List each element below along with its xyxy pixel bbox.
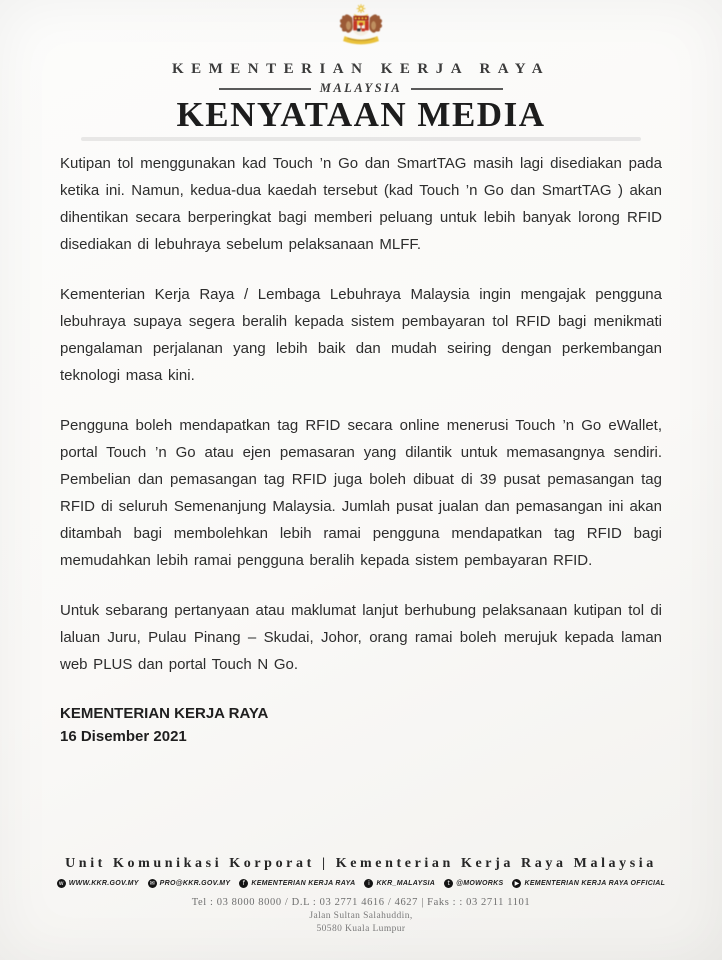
divider-rule-left (219, 88, 311, 90)
footer-unit-line: Unit Komunikasi Korporat | Kementerian Kerja Raya Malaysia (65, 856, 657, 871)
paragraph-rfid-purchase: Pengguna boleh mendapatkan tag RFID secara online menerusi Touch ’n Go eWallet, portal Touch ’n Go atau ejen pemasaran yang dilantik untuk memasangnya sendiri. Pembelian dan pemasangan tag RFID juga boleh dibuat di 39 pusat pemasangan tag RFID di seluruh Semenanjung Malaysia. Jumlah pusat jualan dan pemasangan ini akan ditambah bagi membolehkan lebih ramai pengguna mendapatkan tag RFID bagi memudahkan lebih ramai pengguna beralih kepada sistem pembayaran RFID. (60, 416, 662, 569)
address-line-1: Jalan Sultan Salahuddin, (309, 911, 413, 921)
letterhead-footer (0, 856, 722, 934)
paragraph-toll-collection: Kutipan tol menggunakan kad Touch ’n Go dan SmartTAG masih lagi disediakan pada ketika ini. Namun, kedua-dua kaedah tersebut (kad Touch ’n Go dan SmartTAG ) akan dihentikan secara berperingkat bagi memberi peluang untuk lebih banyak lorong RFID disediakan di lebuhraya sebelum pelaksanaan MLFF. (60, 154, 662, 253)
malaysia-divider (0, 81, 722, 96)
letterhead (0, 0, 722, 141)
paragraph-rfid-invitation: Kementerian Kerja Raya / Lembaga Lebuhraya Malaysia ingin mengajak pengguna lebuhraya supaya segera beralih kepada sistem pembayaran tol RFID bagi menikmati pengalaman perjalanan yang lebih baik dan mudah seiring dengan perkembangan teknologi masa kini. (60, 285, 662, 384)
social-label: KEMENTERIAN KERJA RAYA OFFICIAL (524, 880, 666, 887)
signoff-date: 16 Disember 2021 (60, 727, 187, 745)
email-icon: ✉ (149, 879, 155, 887)
country-name: MALAYSIA (319, 81, 403, 95)
signoff-block (60, 702, 662, 748)
twitter-icon: t (444, 879, 453, 888)
malaysia-coat-of-arms-icon (332, 3, 390, 50)
social-item-email (148, 879, 231, 888)
social-item-facebook (239, 879, 355, 888)
social-label: WWW.KKR.GOV.MY (68, 880, 139, 887)
social-label: PRO@KKR.GOV.MY (159, 880, 231, 887)
social-item-instagram (364, 879, 435, 888)
social-item-youtube (512, 879, 665, 888)
instagram-icon: i (364, 879, 373, 888)
facebook-icon: f (239, 879, 248, 888)
paragraph-further-info: Untuk sebarang pertanyaan atau maklumat lanjut berhubung pelaksanaan kutipan tol di laluan Juru, Pulau Pinang – Skudai, Johor, orang ramai boleh merujuk kepada laman web PLUS dan portal Touch N Go. (60, 601, 662, 673)
social-label: @MOWORKS (456, 880, 504, 887)
address-line-2: 50580 Kuala Lumpur (316, 924, 406, 934)
press-release-body (60, 150, 662, 678)
social-item-twitter (444, 879, 503, 888)
page-title: KENYATAAN MEDIA (176, 95, 546, 134)
globe-icon: w (57, 879, 66, 888)
signoff-org: KEMENTERIAN KERJA RAYA (60, 704, 269, 722)
youtube-icon: ▶ (512, 879, 521, 888)
divider-rule-right (411, 88, 503, 90)
ministry-name: KEMENTERIAN KERJA RAYA (171, 61, 551, 77)
footer-telephone-line: Tel : 03 8000 8000 / D.L : 03 2771 4616 / 4627 | Faks : : 03 2711 1101 (191, 897, 531, 908)
title-underline (81, 137, 641, 141)
social-label: KEMENTERIAN KERJA RAYA (251, 880, 356, 887)
footer-social-row (0, 879, 722, 888)
social-item-website (57, 879, 139, 888)
social-label: KKR_MALAYSIA (376, 880, 436, 887)
